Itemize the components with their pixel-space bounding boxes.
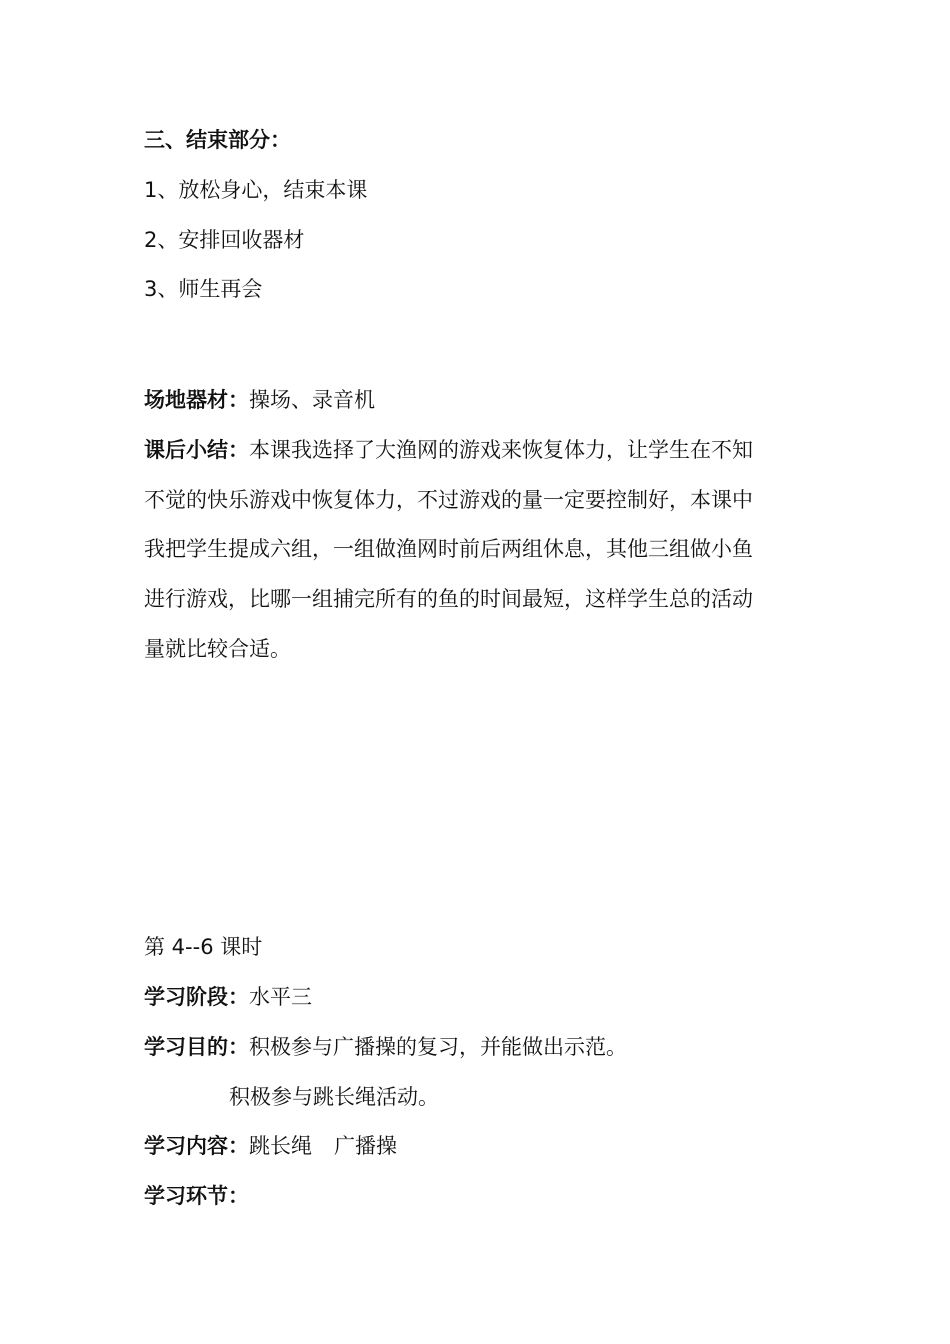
summary-line-3: 我把学生提成六组，一组做渔网时前后两组休息，其他三组做小鱼 — [144, 537, 753, 561]
section3-item-3: 3、师生再会 — [144, 277, 263, 301]
section3-item-1: 1、放松身心，结束本课 — [144, 178, 368, 202]
goal-label: 学习目的： — [144, 1035, 249, 1059]
content-row — [144, 1131, 397, 1161]
steps-label: 学习环节： — [144, 1184, 249, 1208]
stage-label: 学习阶段： — [144, 985, 249, 1009]
content-item-2: 广播操 — [334, 1134, 397, 1158]
goal-line-1: 积极参与广播操的复习，并能做出示范。 — [249, 1035, 627, 1059]
summary-line-5: 量就比较合适。 — [144, 637, 291, 661]
summary-line-4: 进行游戏，比哪一组捕完所有的鱼的时间最短，这样学生总的活动 — [144, 587, 753, 611]
goal-line-2: 积极参与跳长绳活动。 — [229, 1085, 439, 1109]
content-label: 学习内容： — [144, 1134, 249, 1158]
lesson-period: 第 4--6 课时 — [144, 935, 263, 959]
summary-line-2: 不觉的快乐游戏中恢复体力，不过游戏的量一定要控制好，本课中 — [144, 488, 753, 512]
section3-item-2: 2、安排回收器材 — [144, 228, 305, 252]
summary-line-1: 本课我选择了大渔网的游戏来恢复体力，让学生在不知 — [249, 438, 753, 462]
venue-row — [144, 385, 375, 415]
goal-row — [144, 1032, 627, 1062]
content-item-1: 跳长绳 — [249, 1134, 312, 1158]
venue-value: 操场、录音机 — [249, 388, 375, 412]
summary-row — [144, 435, 753, 465]
stage-value: 水平三 — [249, 985, 312, 1009]
summary-label: 课后小结： — [144, 438, 249, 462]
stage-row — [144, 982, 312, 1012]
venue-label: 场地器材： — [144, 388, 249, 412]
section3-heading: 三、结束部分： — [144, 128, 291, 152]
